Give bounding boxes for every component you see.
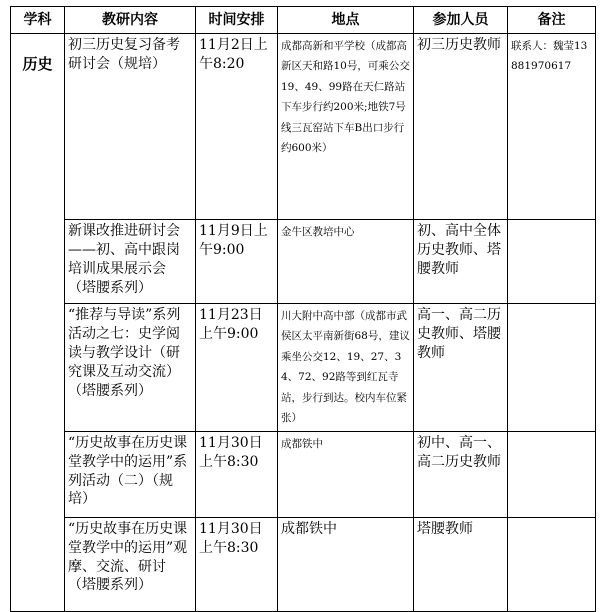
content-cell: 初三历史复习备考研讨会（规培） [65, 34, 196, 220]
content-cell: “历史故事在历史课堂教学中的运用”系列活动（二）（规培） [65, 431, 196, 517]
header-time: 时间安排 [196, 7, 278, 34]
table-row [11, 431, 596, 517]
time-cell: 11月2日上午8:20 [196, 34, 278, 220]
time-cell: 11月30日上午8:30 [196, 431, 278, 517]
header-location: 地点 [278, 7, 414, 34]
notes-cell [508, 304, 596, 432]
header-participants: 参加人员 [414, 7, 508, 34]
content-cell: 新课改推进研讨会——初、高中跟岗培训成果展示会（塔腰系列） [65, 220, 196, 304]
header-row [11, 7, 596, 34]
notes-cell [508, 431, 596, 517]
location-cell: 成都高新和平学校（成都高新区天和路10号，可乘公交19、49、99路在天仁路站下车步行约200米;地铁7号线三瓦窑站下车B出口步行约600米） [278, 34, 414, 220]
time-cell: 11月23日上午9:00 [196, 304, 278, 432]
header-notes: 备注 [508, 7, 596, 34]
location-cell: 成都铁中 [278, 431, 414, 517]
location-cell: 成都铁中 [278, 517, 414, 611]
schedule-table [10, 6, 596, 612]
header-subject: 学科 [11, 7, 65, 34]
notes-cell [508, 517, 596, 611]
table-row [11, 517, 596, 611]
participants-cell: 高一、高二历史教师、塔腰教师 [414, 304, 508, 432]
notes-cell: 联系人：魏莹13881970617 [508, 34, 596, 220]
location-cell: 川大附中高中部（成都市武侯区太平南新街68号，建议乘坐公交12、19、27、34、72、92路等到红瓦寺站，步行到达。校内车位紧张） [278, 304, 414, 432]
time-cell: 11月9日上午9:00 [196, 220, 278, 304]
time-cell: 11月30日上午8:30 [196, 517, 278, 611]
content-cell: “历史故事在历史课堂教学中的运用”观摩、交流、研讨（塔腰系列） [65, 517, 196, 611]
header-content: 教研内容 [65, 7, 196, 34]
table-row [11, 34, 596, 220]
content-cell: “推荐与导读”系列活动之七：史学阅读与教学设计（研究课及互动交流）（塔腰系列） [65, 304, 196, 432]
participants-cell: 塔腰教师 [414, 517, 508, 611]
subject-cell: 历史 [11, 34, 65, 612]
location-cell: 金牛区教培中心 [278, 220, 414, 304]
table-row [11, 220, 596, 304]
notes-cell [508, 220, 596, 304]
participants-cell: 初三历史教师 [414, 34, 508, 220]
participants-cell: 初、高中全体历史教师、塔腰教师 [414, 220, 508, 304]
participants-cell: 初中、高一、高二历史教师 [414, 431, 508, 517]
table-row [11, 304, 596, 432]
